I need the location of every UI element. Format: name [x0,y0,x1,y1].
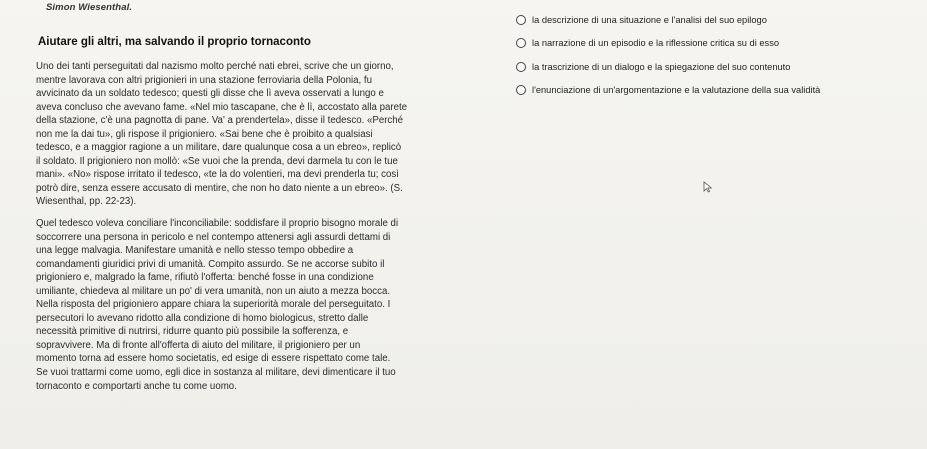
commentary-line: sopravvivere. Ma di fronte all'offerta di aiuto del militare, il prigioniero per un [36,339,361,351]
radio-button-icon[interactable] [516,38,526,48]
answer-option-label: l'enunciazione di un'argomentazione e la valutazione della sua validità [532,85,821,95]
answer-option-label: la descrizione di una situazione e l'analisi del suo epilogo [532,14,767,25]
commentary-line: soccorrere una persona in pericolo e nel contempo attenersi agli assurdi dettami di [36,231,391,243]
passage-title: Aiutare gli altri, ma salvando il proprio tornaconto [38,36,311,48]
passage-line: potrò dire, senza essere accusato di mentire, che non ho dato niente a un ebreo». (S. [36,182,403,194]
author-name: Simon Wiesenthal. [46,2,133,13]
passage-line: aveva concluso che avevano fame. «Nel mio tascapane, che è lì, accostato alla parete [36,101,408,113]
commentary-line: Quel tedesco voleva conciliare l'inconciliabile: soddisfare il proprio bisogno morale di [36,218,399,230]
passage-line: Wiesenthal, pp. 22-23). [36,196,137,208]
answer-option-label: la trascrizione di un dialogo e la spiegazione del suo contenuto [532,61,791,72]
passage-line: avvicinato da un soldato tedesco; questi gli disse che lì aveva osservati a lungo e [36,88,384,100]
passage-line: della stazione, c'è una pagnotta di pane. Va' a prendertela», disse il tedesco. «Perché [36,115,404,127]
commentary-line: comandamenti giuridici privi di umanità. Compito assurdo. Se ne accorse subito il [36,258,385,270]
passage-line: tedesco, e a maggior ragione a un militare, dare qualunque cosa a un ebreo», replicò [36,142,402,154]
commentary-line: tornaconto e comportarti anche tu come uomo. [36,380,237,392]
commentary-line: una legge malvagia. Manifestare umanità e nello stesso tempo obbedire a [36,245,354,257]
commentary-line: Nella risposta del prigioniero appare chiara la superiorità morale del perseguitato. I [36,299,391,311]
commentary-line: Se vuoi trattarmi come uomo, egli dice in sostanza al militare, devi dimenticare il tuo [36,367,396,379]
answer-option-label: la narrazione di un episodio e la riflessione critica su di esso [532,38,780,48]
commentary-line: umiliante, chiedeva al militare un po' di vera umanità, non un aiuto a mezza bocca. [36,285,391,297]
answer-option-c[interactable] [516,59,921,74]
commentary-line: necessità primitive di nutrirsi, ridurre quanto più possibile la sofferenza, e [36,326,349,338]
reading-passage [36,2,490,393]
passage-line: Uno dei tanti perseguitati dal nazismo molto perché nati ebrei, scrive che un giorno, [36,61,394,72]
radio-button-icon[interactable] [516,62,526,72]
passage-line: non me la dai tu», gli rispose il prigioniero. «Sai bene che è proibito a qualsiasi [36,128,373,140]
answer-option-d[interactable] [516,83,921,98]
answer-option-a[interactable] [516,12,921,27]
mouse-pointer-icon [703,181,713,193]
passage-line: il soldato. Il prigioniero non mollò: «Se vuoi che la prenda, devi darmela tu con le tue [36,155,398,167]
passage-paragraph [36,60,490,209]
radio-button-icon[interactable] [516,15,526,25]
commentary-line: persecutori lo avevano ridotto alla condizione di homo biologicus, stretto dalle [36,312,369,324]
passage-line: mani». «No» rispose irritato il tedesco, «te la do volentieri, ma devi prenderla tu; così [36,169,399,181]
answer-option-b[interactable] [516,36,921,51]
passage-line: mentre lavorava con altri prigionieri in una stazione ferroviaria della Polonia, fu [36,74,373,86]
commentary-line: prigioniero e, malgrado la fame, rifiutò l'offerta: benché fosse in una condizione [36,272,374,284]
radio-button-icon[interactable] [516,85,526,95]
answer-options [516,12,921,106]
commentary-line: momento torna ad essere homo societatis, ed esige di essere rispettato come tale. [36,353,391,365]
commentary-paragraph [36,217,490,393]
